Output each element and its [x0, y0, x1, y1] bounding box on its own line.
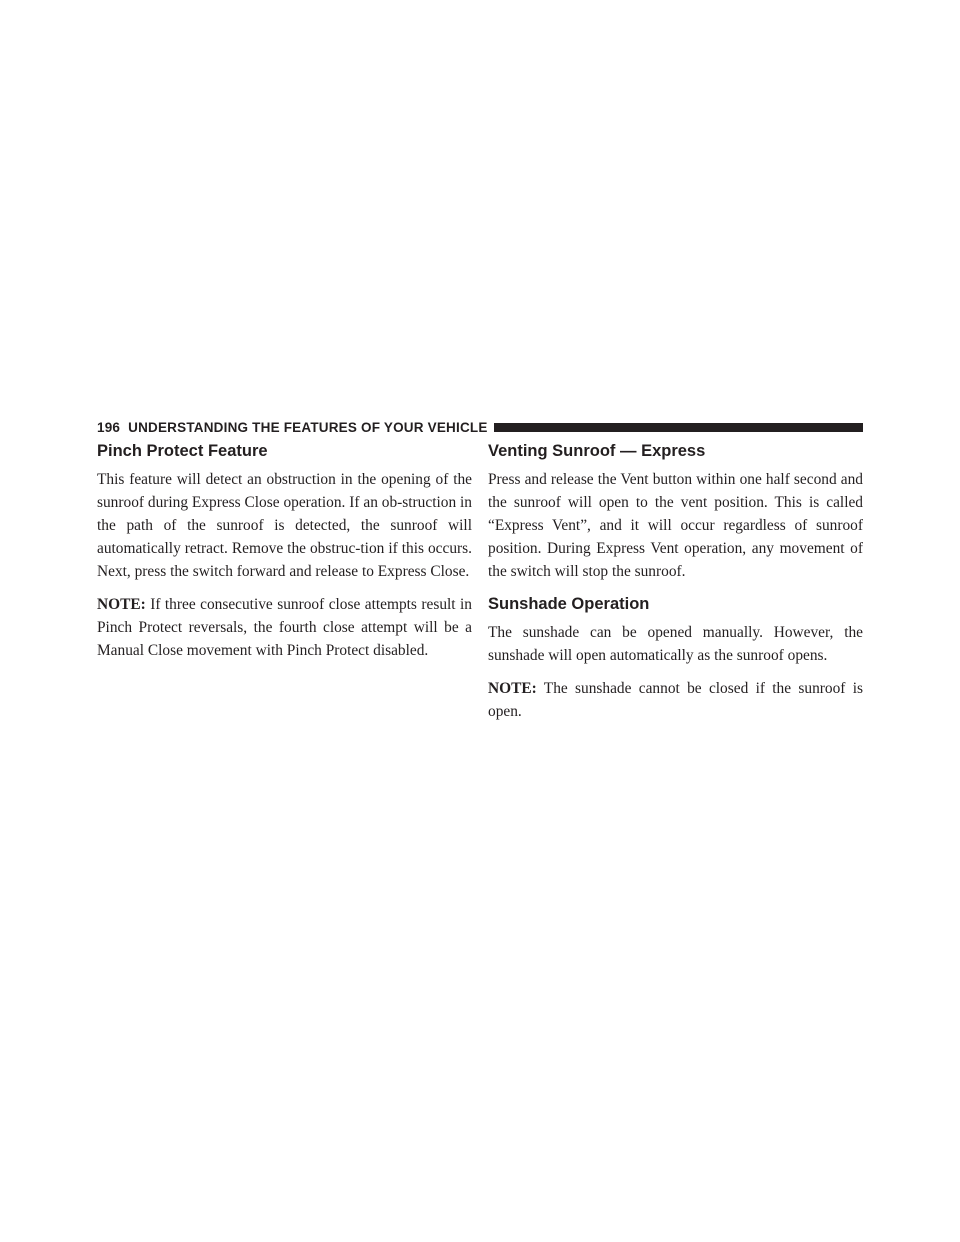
sunshade-note [488, 677, 863, 723]
left-column [97, 440, 472, 662]
note-text: The sunshade cannot be closed if the sunroof is open. [488, 680, 863, 720]
pinch-protect-heading: Pinch Protect Feature [97, 442, 268, 460]
sunshade-operation-heading: Sunshade Operation [488, 595, 650, 613]
sunshade-operation-paragraph: The sunshade can be opened manually. However, the sunshade will open automatically as the sunroof opens. [488, 624, 863, 664]
note-label: NOTE: [97, 596, 146, 613]
right-column [488, 440, 863, 723]
venting-sunroof-paragraph: Press and release the Vent button within one half second and the sunroof will open to the vent position. This is called “Express Vent”, and it will occur regardless of sunroof position. During Express Vent operation, any movement of the switch will stop the sunroof. [488, 471, 863, 580]
header-rule [494, 423, 863, 432]
page-number: 196 [97, 419, 121, 435]
venting-sunroof-heading: Venting Sunroof — Express [488, 442, 706, 460]
note-label: NOTE: [488, 680, 537, 697]
running-header [97, 417, 863, 437]
pinch-protect-note [97, 593, 472, 662]
section-title: UNDERSTANDING THE FEATURES OF YOUR VEHICLE [128, 419, 488, 435]
note-text: If three consecutive sunroof close attempts result in Pinch Protect reversals, the fourth close attempt will be a Manual Close movement with Pinch Protect disabled. [97, 596, 472, 659]
pinch-protect-paragraph: This feature will detect an obstruction in the opening of the sunroof during Express Close operation. If an ob-struction in the path of the sunroof is detected, the sunroof will automatically retract. Remove the obstruc-tion if this occurs. Next, press the switch forward and release to Express Close. [97, 471, 472, 580]
